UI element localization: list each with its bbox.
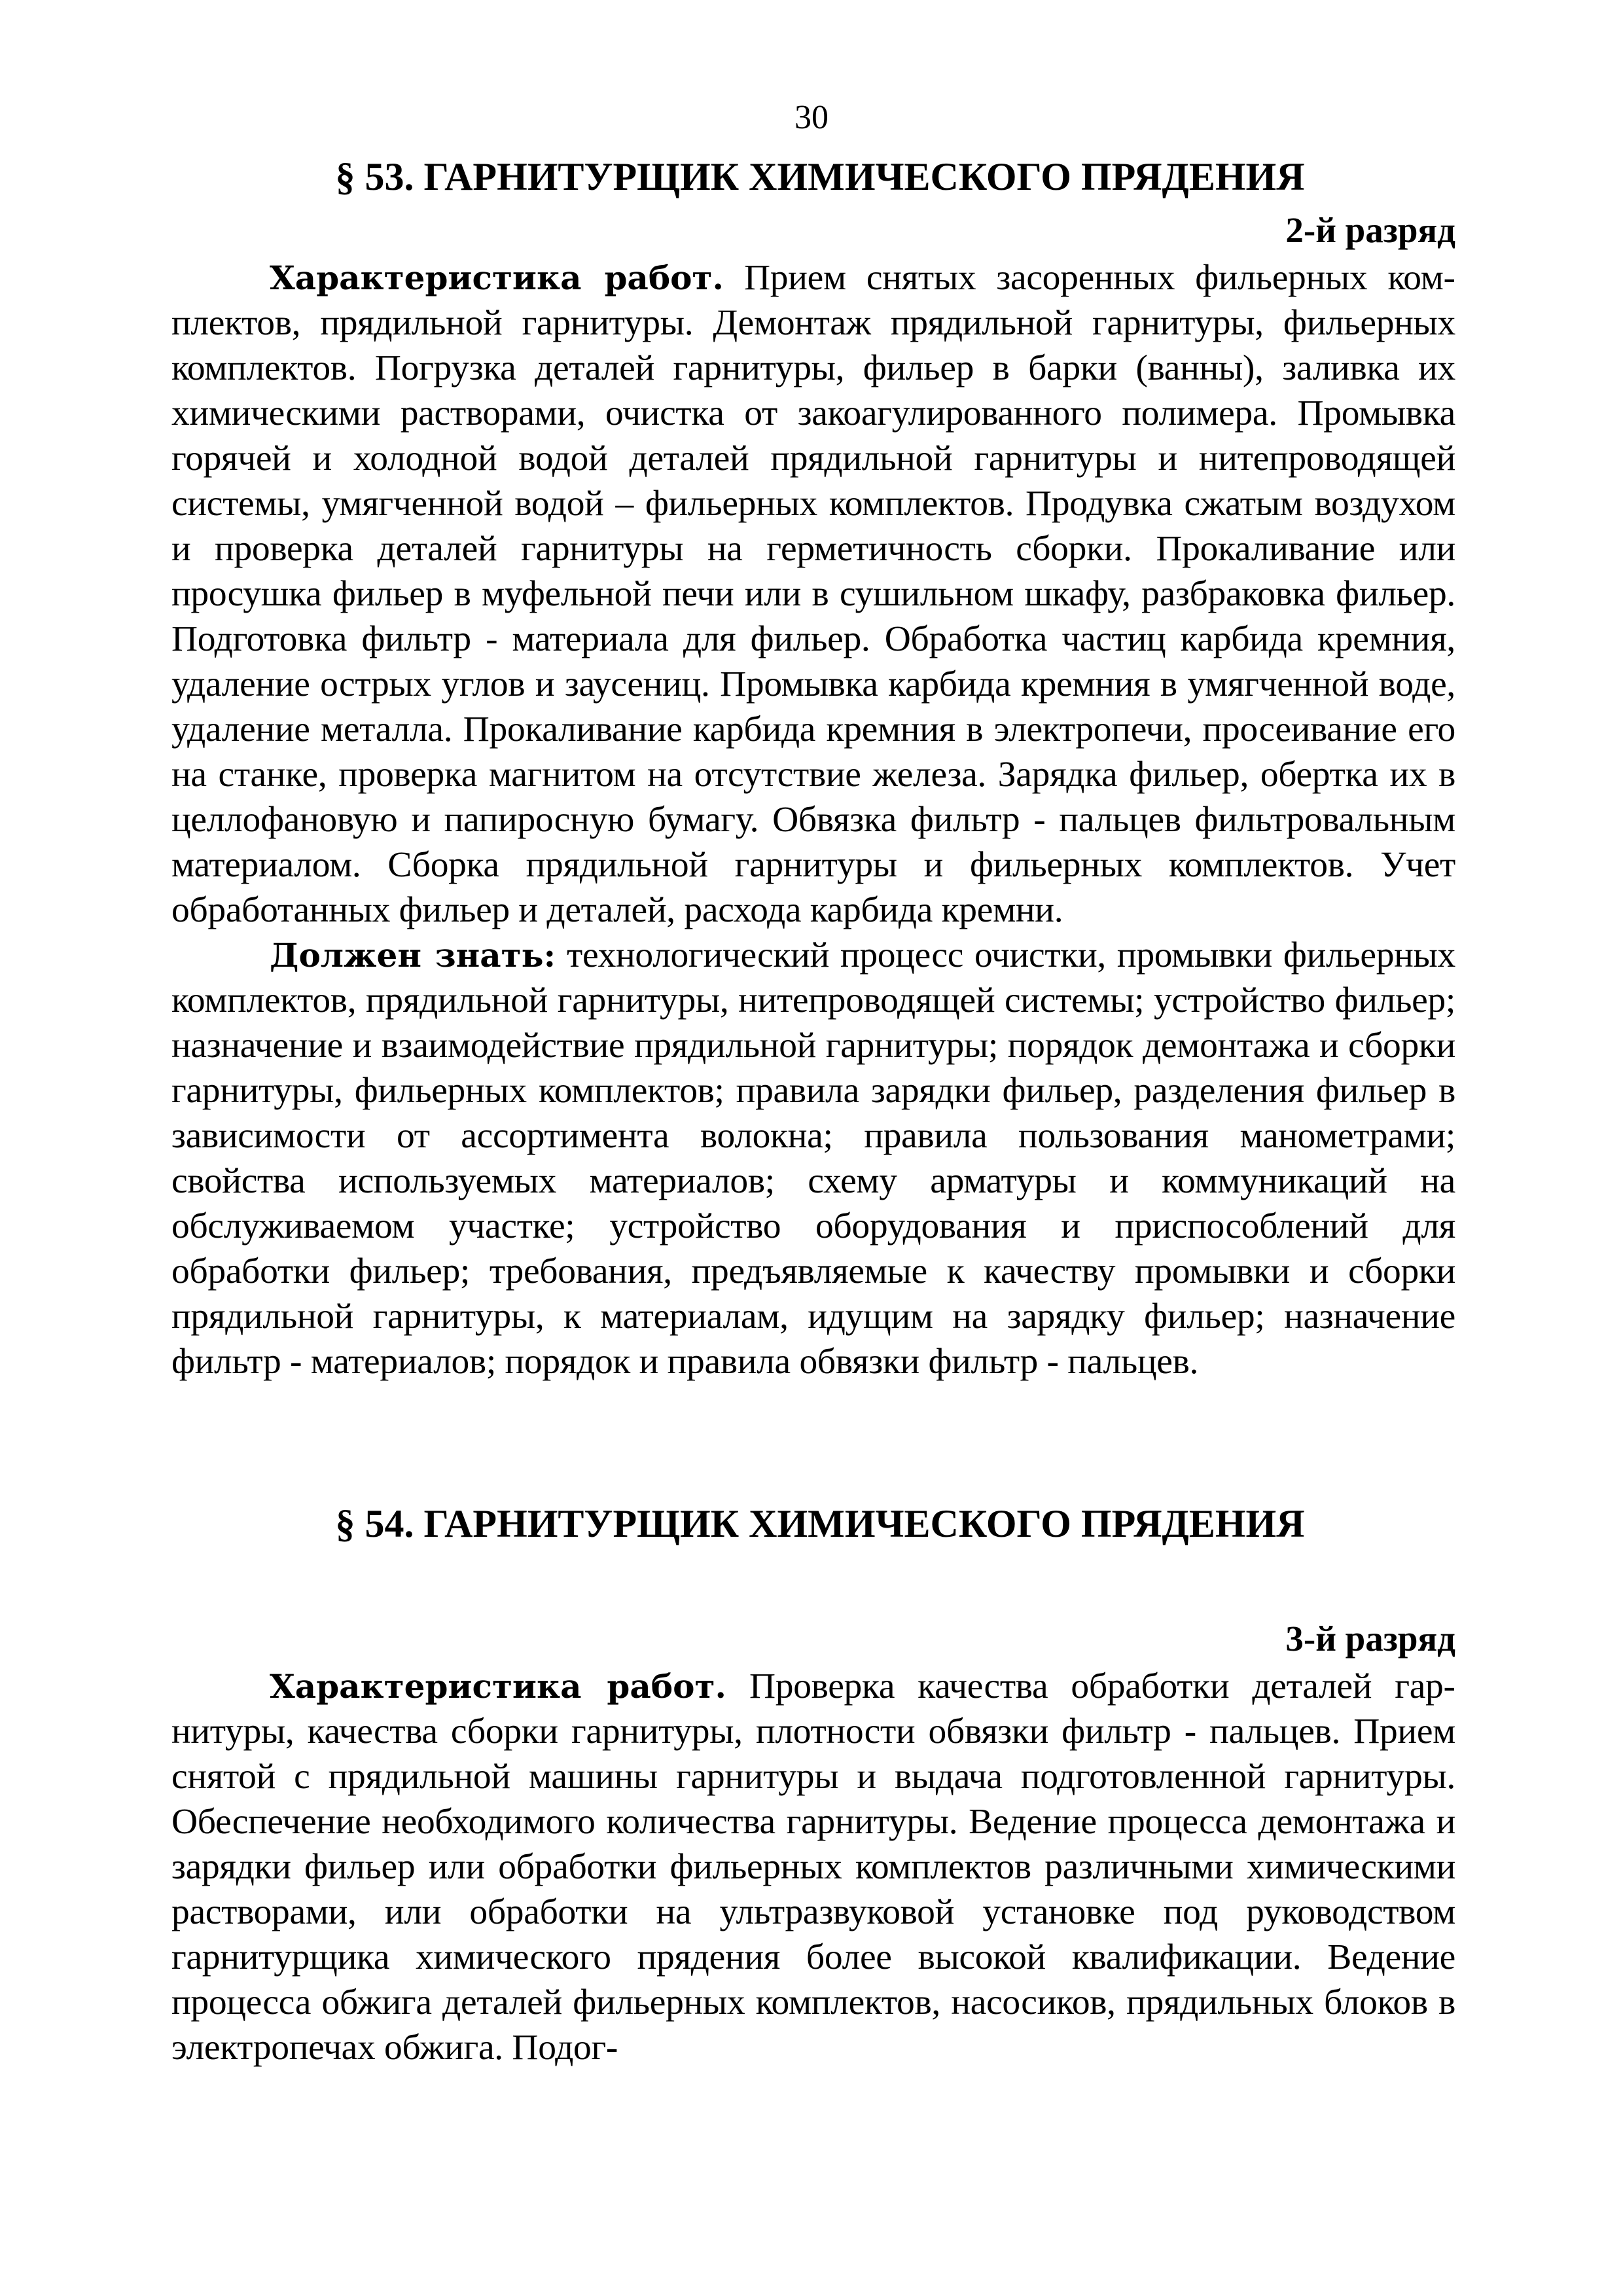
required-knowledge-paragraph	[171, 933, 1455, 1384]
required-knowledge-lead: Должен знать:	[270, 936, 556, 975]
section-53	[171, 152, 1455, 1384]
work-characteristic-text: Проверка качества обработки деталей гарнитуры, качества сборки гарнитуры, плотности обвязки фильтр - пальцев. Прием снятой с прядильной машины гарнитуры и выдача подготовленной гарнитуры. Обеспечение необходимого количества гарнитуры. Ведение процесса демонтажа и зарядки фильер или обработки фильерных комплектов различными химическими растворами, или обработки на ультразвуковой установке под руководством гарнитурщика химического прядения более высокой квалификации. Ведение процесса обжига деталей фильерных комплектов, насосиков, прядильных блоков в электропечах обжига. Подог-	[171, 1666, 1455, 2068]
grade-label: 2-й разряд	[1285, 210, 1455, 250]
work-characteristic-lead: Характеристика работ.	[270, 1667, 726, 1706]
section-54	[171, 1499, 1455, 2070]
section-heading: § 54. ГАРНИТУРЩИК ХИМИЧЕСКОГО ПРЯДЕНИЯ	[335, 1502, 1305, 1545]
grade-label: 3-й разряд	[1285, 1619, 1455, 1659]
work-characteristic-paragraph	[171, 1664, 1455, 2070]
work-characteristic-paragraph	[171, 255, 1455, 933]
work-characteristic-lead: Характеристика работ.	[270, 259, 724, 297]
page-number: 30	[794, 99, 829, 136]
section-heading: § 53. ГАРНИТУРЩИК ХИМИЧЕСКОГО ПРЯДЕНИЯ	[335, 155, 1305, 198]
required-knowledge-text: технологический процесс очистки, промывки фильерных комплектов, прядильной гарнитуры, нитепроводящей системы; устройство фильер; назначение и взаимодействие прядильной гарнитуры; порядок демонтажа и сборки гарнитуры, фильерных комплектов; правила зарядки фильер, разделения фильер в зависимости от ассортимента волокна; правила пользования манометрами; свойства используемых материалов; схему арматуры и коммуникаций на обслуживаемом участке; устройство оборудования и приспособлений для обработки фильер; требования, предъявляемые к качеству промывки и сборки прядильной гарнитуры, к материалам, идущим на зарядку фильер; назначение фильтр - материалов; порядок и правила обвязки фильтр - пальцев.	[171, 935, 1455, 1382]
work-characteristic-text: Прием снятых засоренных фильерных комплектов, прядильной гарнитуры. Демонтаж прядильной гарнитуры, фильерных комплектов. Погрузка деталей гарнитуры, фильер в барки (ванны), заливка их химическими растворами, очистка от закоагулированного полимера. Промывка горячей и холодной водой деталей прядильной гарнитуры и нитепроводящей системы, умягченной водой – фильерных комплектов. Продувка сжатым воздухом и проверка деталей гарнитуры на герметичность сборки. Прокаливание или просушка фильер в муфельной печи или в сушильном шкафу, разбраковка фильер. Подготовка фильтр - материала для фильер. Обработка частиц карбида кремния, удаление острых углов и заусениц. Промывка карбида кремния в умягченной воде, удаление металла. Прокаливание карбида кремния в электропечи, просеивание его на станке, проверка магнитом на отсутствие железа. Зарядка фильер, обертка их в целлофановую и папиросную бумагу. Обвязка фильтр - пальцев фильтровальным материалом. Сборка прядильной гарнитуры и фильерных комплектов. Учет обработанных фильер и деталей, расхода карбида кремни.	[171, 258, 1455, 930]
